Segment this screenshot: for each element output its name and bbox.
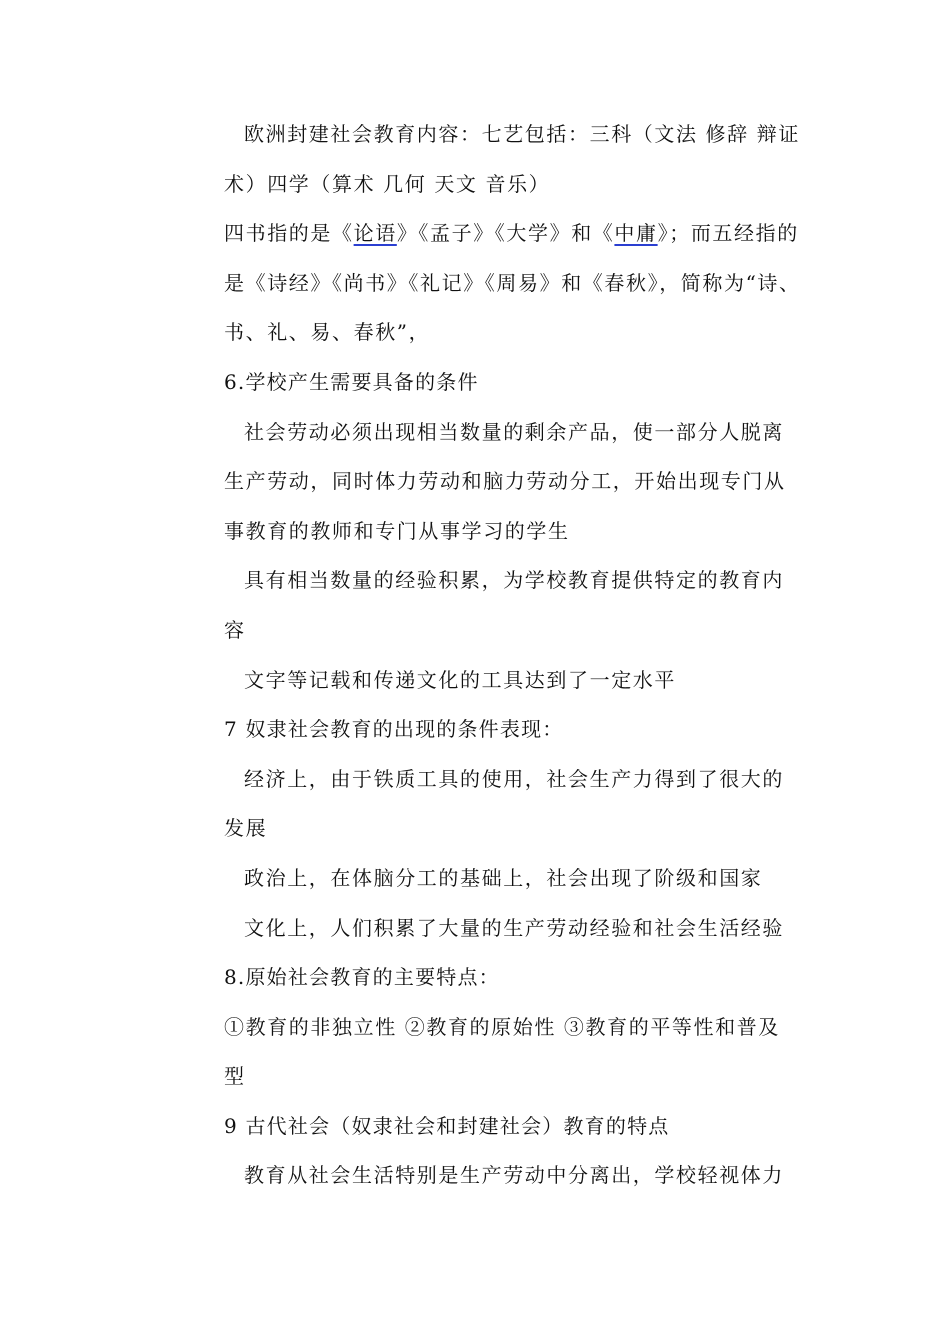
paragraph-line: 术）四学（算术 几何 天文 音乐） xyxy=(224,171,551,196)
paragraph-line: 书、礼、易、春秋”， xyxy=(224,320,431,345)
paragraph-line: 具有相当数量的经验积累，为学校教育提供特定的教育内 xyxy=(244,568,784,593)
paragraph-line xyxy=(224,209,814,259)
link-zhongyong[interactable]: 中庸 xyxy=(614,221,658,246)
paragraph-line: 生产劳动，同时体力劳动和脑力劳动分工，开始出现专门从 xyxy=(224,469,786,494)
paragraph-line: 政治上，在体脑分工的基础上，社会出现了阶级和国家 xyxy=(244,865,763,890)
paragraph-line: 是《诗经》《尚书》《礼记》《周易》和《春秋》，简称为“诗、 xyxy=(224,270,801,295)
link-lunyu[interactable]: 论语 xyxy=(353,221,397,246)
document-page xyxy=(224,110,814,1201)
text-span: 》；而五经指的 xyxy=(657,221,799,246)
section-heading: 8.原始社会教育的主要特点： xyxy=(224,965,500,990)
section-heading: 7 奴隶社会教育的出现的条件表现： xyxy=(224,717,564,742)
paragraph-line: 欧洲封建社会教育内容：七艺包括：三科（文法 修辞 辩证 xyxy=(244,122,800,146)
paragraph-line: 事教育的教师和专门从事学习的学生 xyxy=(224,518,570,543)
paragraph-line: ①教育的非独立性 ②教育的原始性 ③教育的平等性和普及 xyxy=(224,1014,780,1039)
paragraph-line: 型 xyxy=(224,1064,246,1089)
paragraph-line: 经济上，由于铁质工具的使用，社会生产力得到了很大的 xyxy=(244,766,784,791)
paragraph-line: 教育从社会生活特别是生产劳动中分离出，学校轻视体力 xyxy=(244,1163,784,1188)
paragraph-line: 社会劳动必须出现相当数量的剩余产品，使一部分人脱离 xyxy=(244,419,784,444)
text-span: 》《孟子》《大学》和《 xyxy=(396,221,615,246)
paragraph-line: 文字等记载和传递文化的工具达到了一定水平 xyxy=(244,667,676,692)
paragraph-line: 发展 xyxy=(224,816,268,841)
text-span: 四书指的是《 xyxy=(224,221,354,246)
section-heading: 9 古代社会（奴隶社会和封建社会）教育的特点 xyxy=(224,1113,670,1138)
paragraph-line: 文化上，人们积累了大量的生产劳动经验和社会生活经验 xyxy=(244,915,784,940)
section-heading: 6.学校产生需要具备的条件 xyxy=(224,369,479,394)
paragraph-line: 容 xyxy=(224,617,246,642)
